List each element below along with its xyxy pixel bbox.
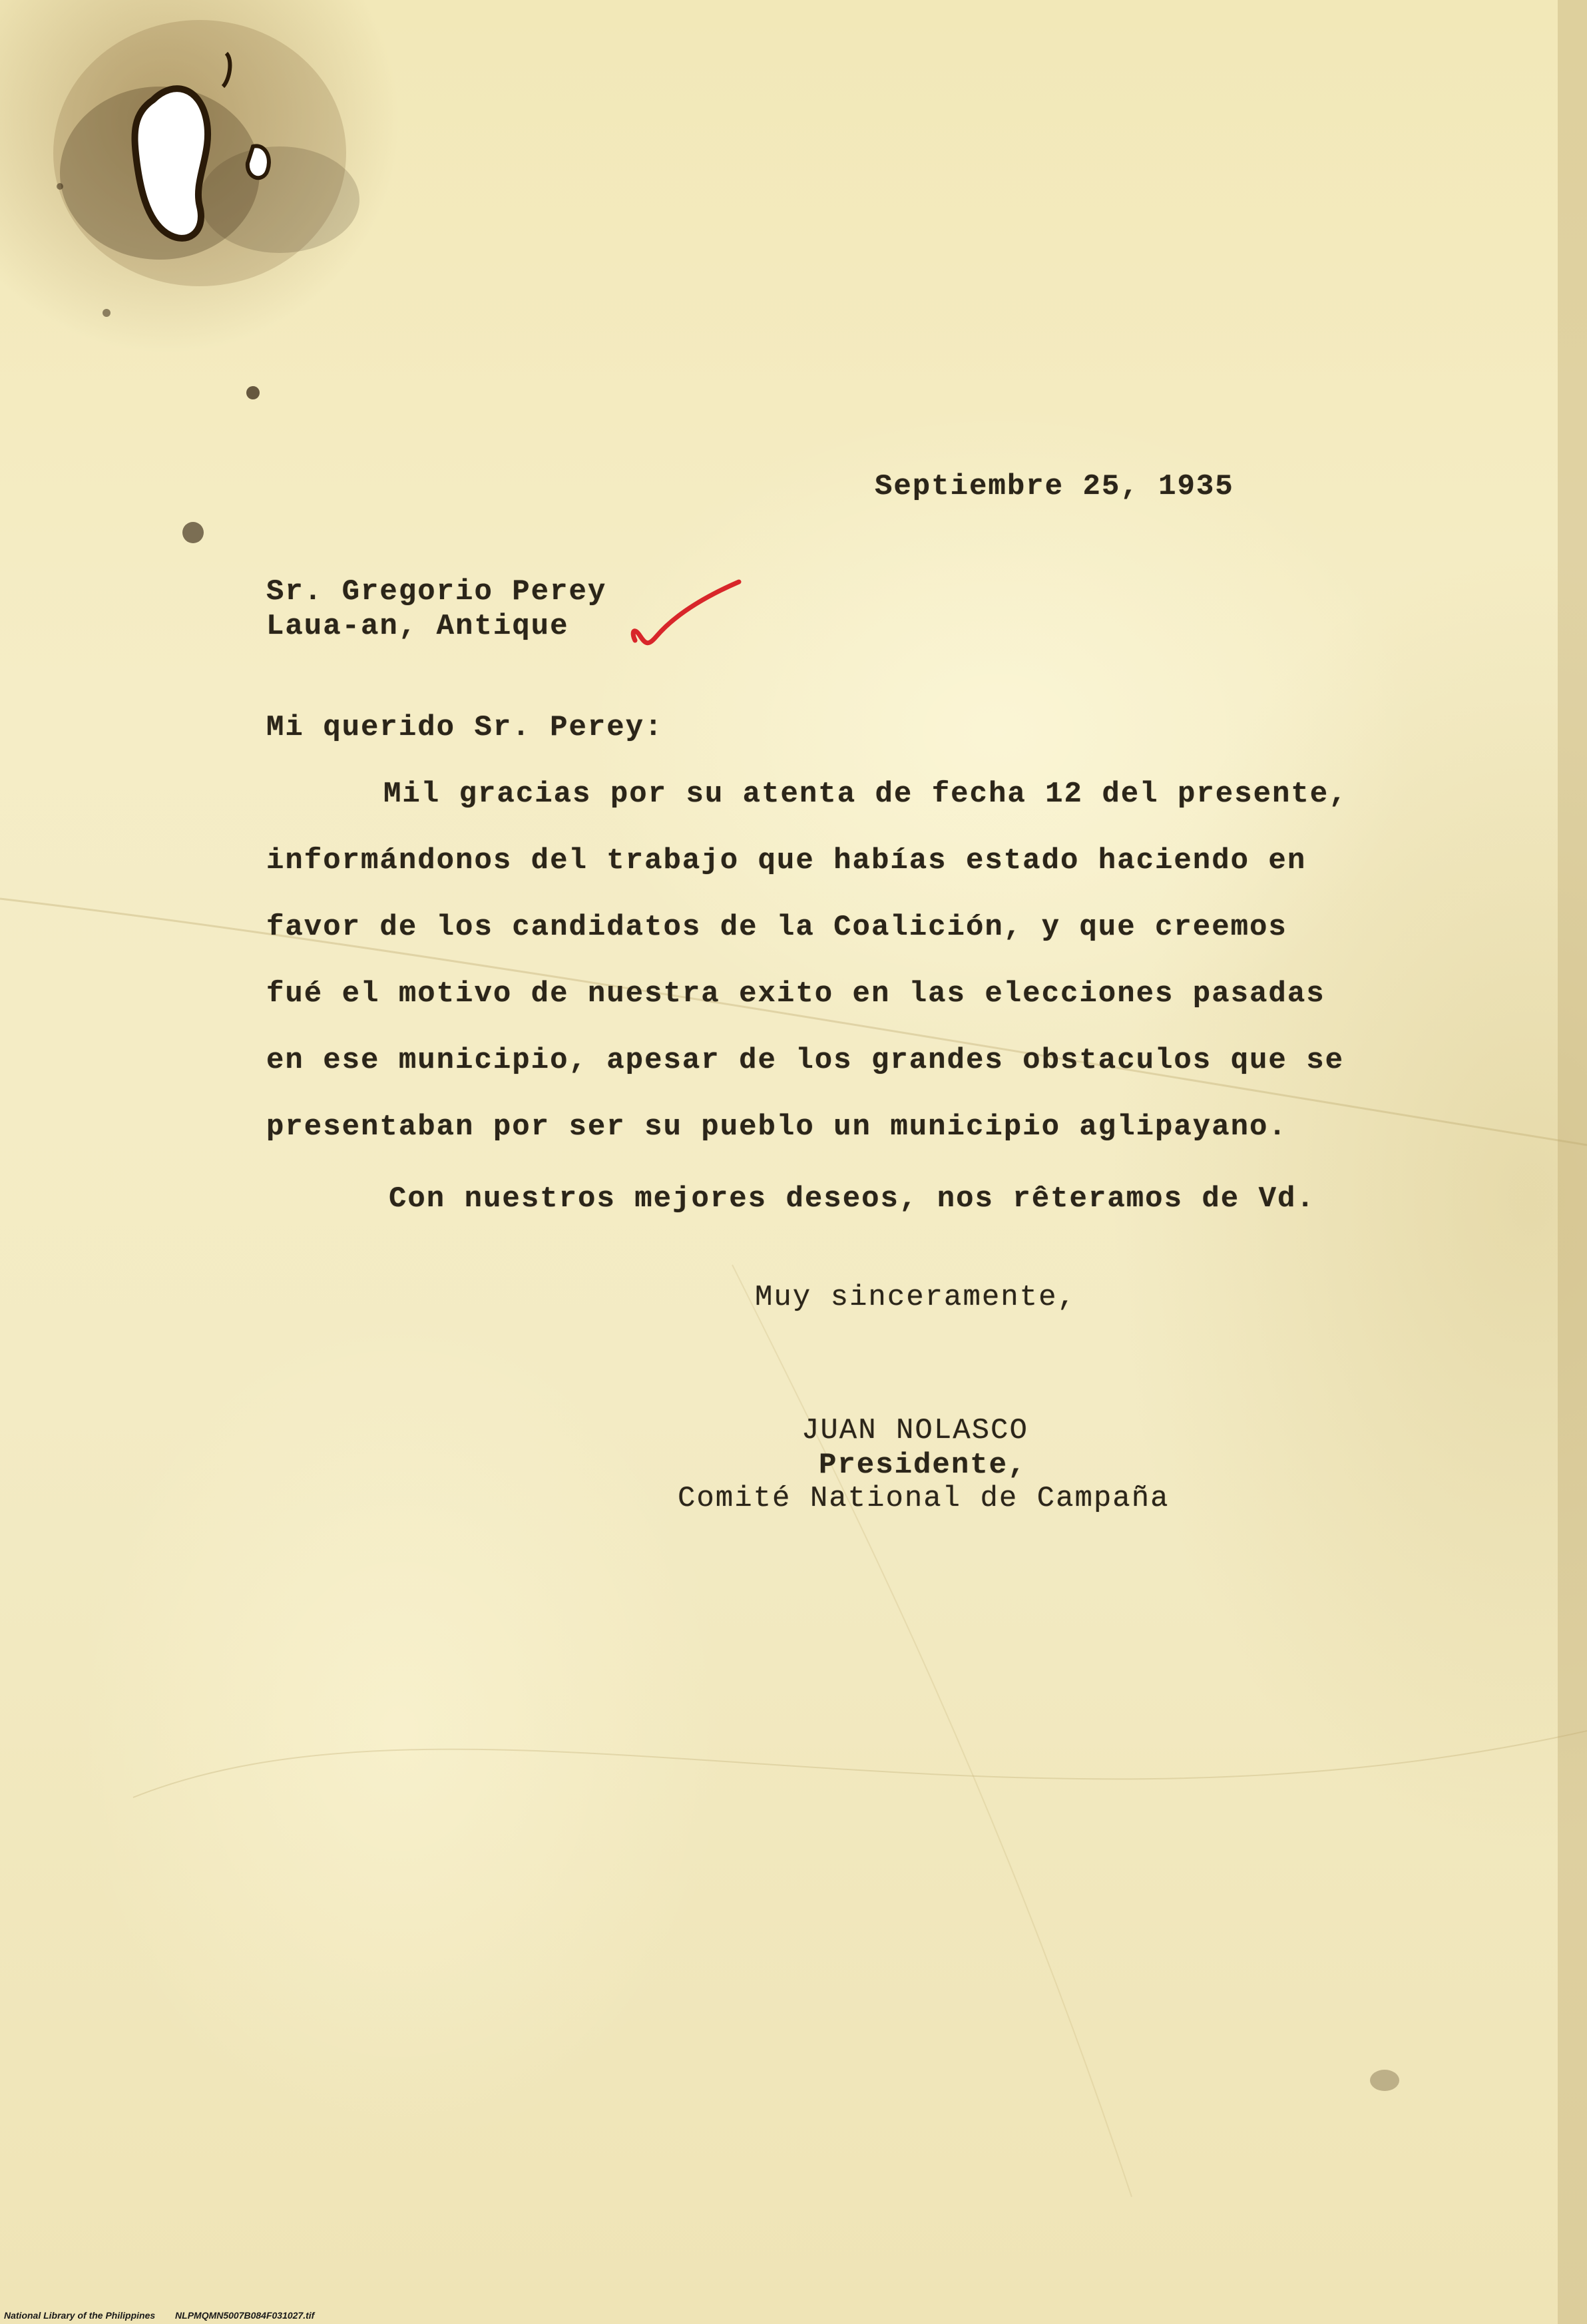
closing-line: Con nuestros mejores deseos, nos rêteramos de Vd. xyxy=(389,1182,1315,1216)
archive-footer xyxy=(4,2310,332,2321)
body-line-6: presentaban por ser su pueblo un municipio aglipayano. xyxy=(266,1110,1287,1144)
body-line-4: fué el motivo de nuestra exito en las elecciones pasadas xyxy=(266,977,1325,1011)
body-line-2: informándonos del trabajo que habías estado haciendo en xyxy=(266,844,1307,877)
signatory-org: Comité National de Campaña xyxy=(678,1482,1170,1515)
body-line-5: en ese municipio, apesar de los grandes obstaculos que se xyxy=(266,1044,1345,1077)
salutation: Mi querido Sr. Perey: xyxy=(266,711,664,744)
body-line-3: favor de los candidatos de la Coalición, y que creemos xyxy=(266,911,1287,944)
file-id: NLPMQMN5007B084F031027.tif xyxy=(175,2310,315,2321)
signatory-name: JUAN NOLASCO xyxy=(801,1414,1028,1447)
recipient-name: Sr. Gregorio Perey xyxy=(266,575,607,608)
recipient-address: Laua-an, Antique xyxy=(266,610,569,643)
red-checkmark-icon xyxy=(626,577,746,656)
body-line-1: Mil gracias por su atenta de fecha 12 del presente, xyxy=(383,778,1348,811)
signatory-title: Presidente, xyxy=(819,1449,1027,1482)
archive-name: National Library of the Philippines xyxy=(4,2310,156,2321)
complimentary-close: Muy sinceramente, xyxy=(755,1281,1076,1314)
letter-date: Septiembre 25, 1935 xyxy=(875,470,1234,503)
